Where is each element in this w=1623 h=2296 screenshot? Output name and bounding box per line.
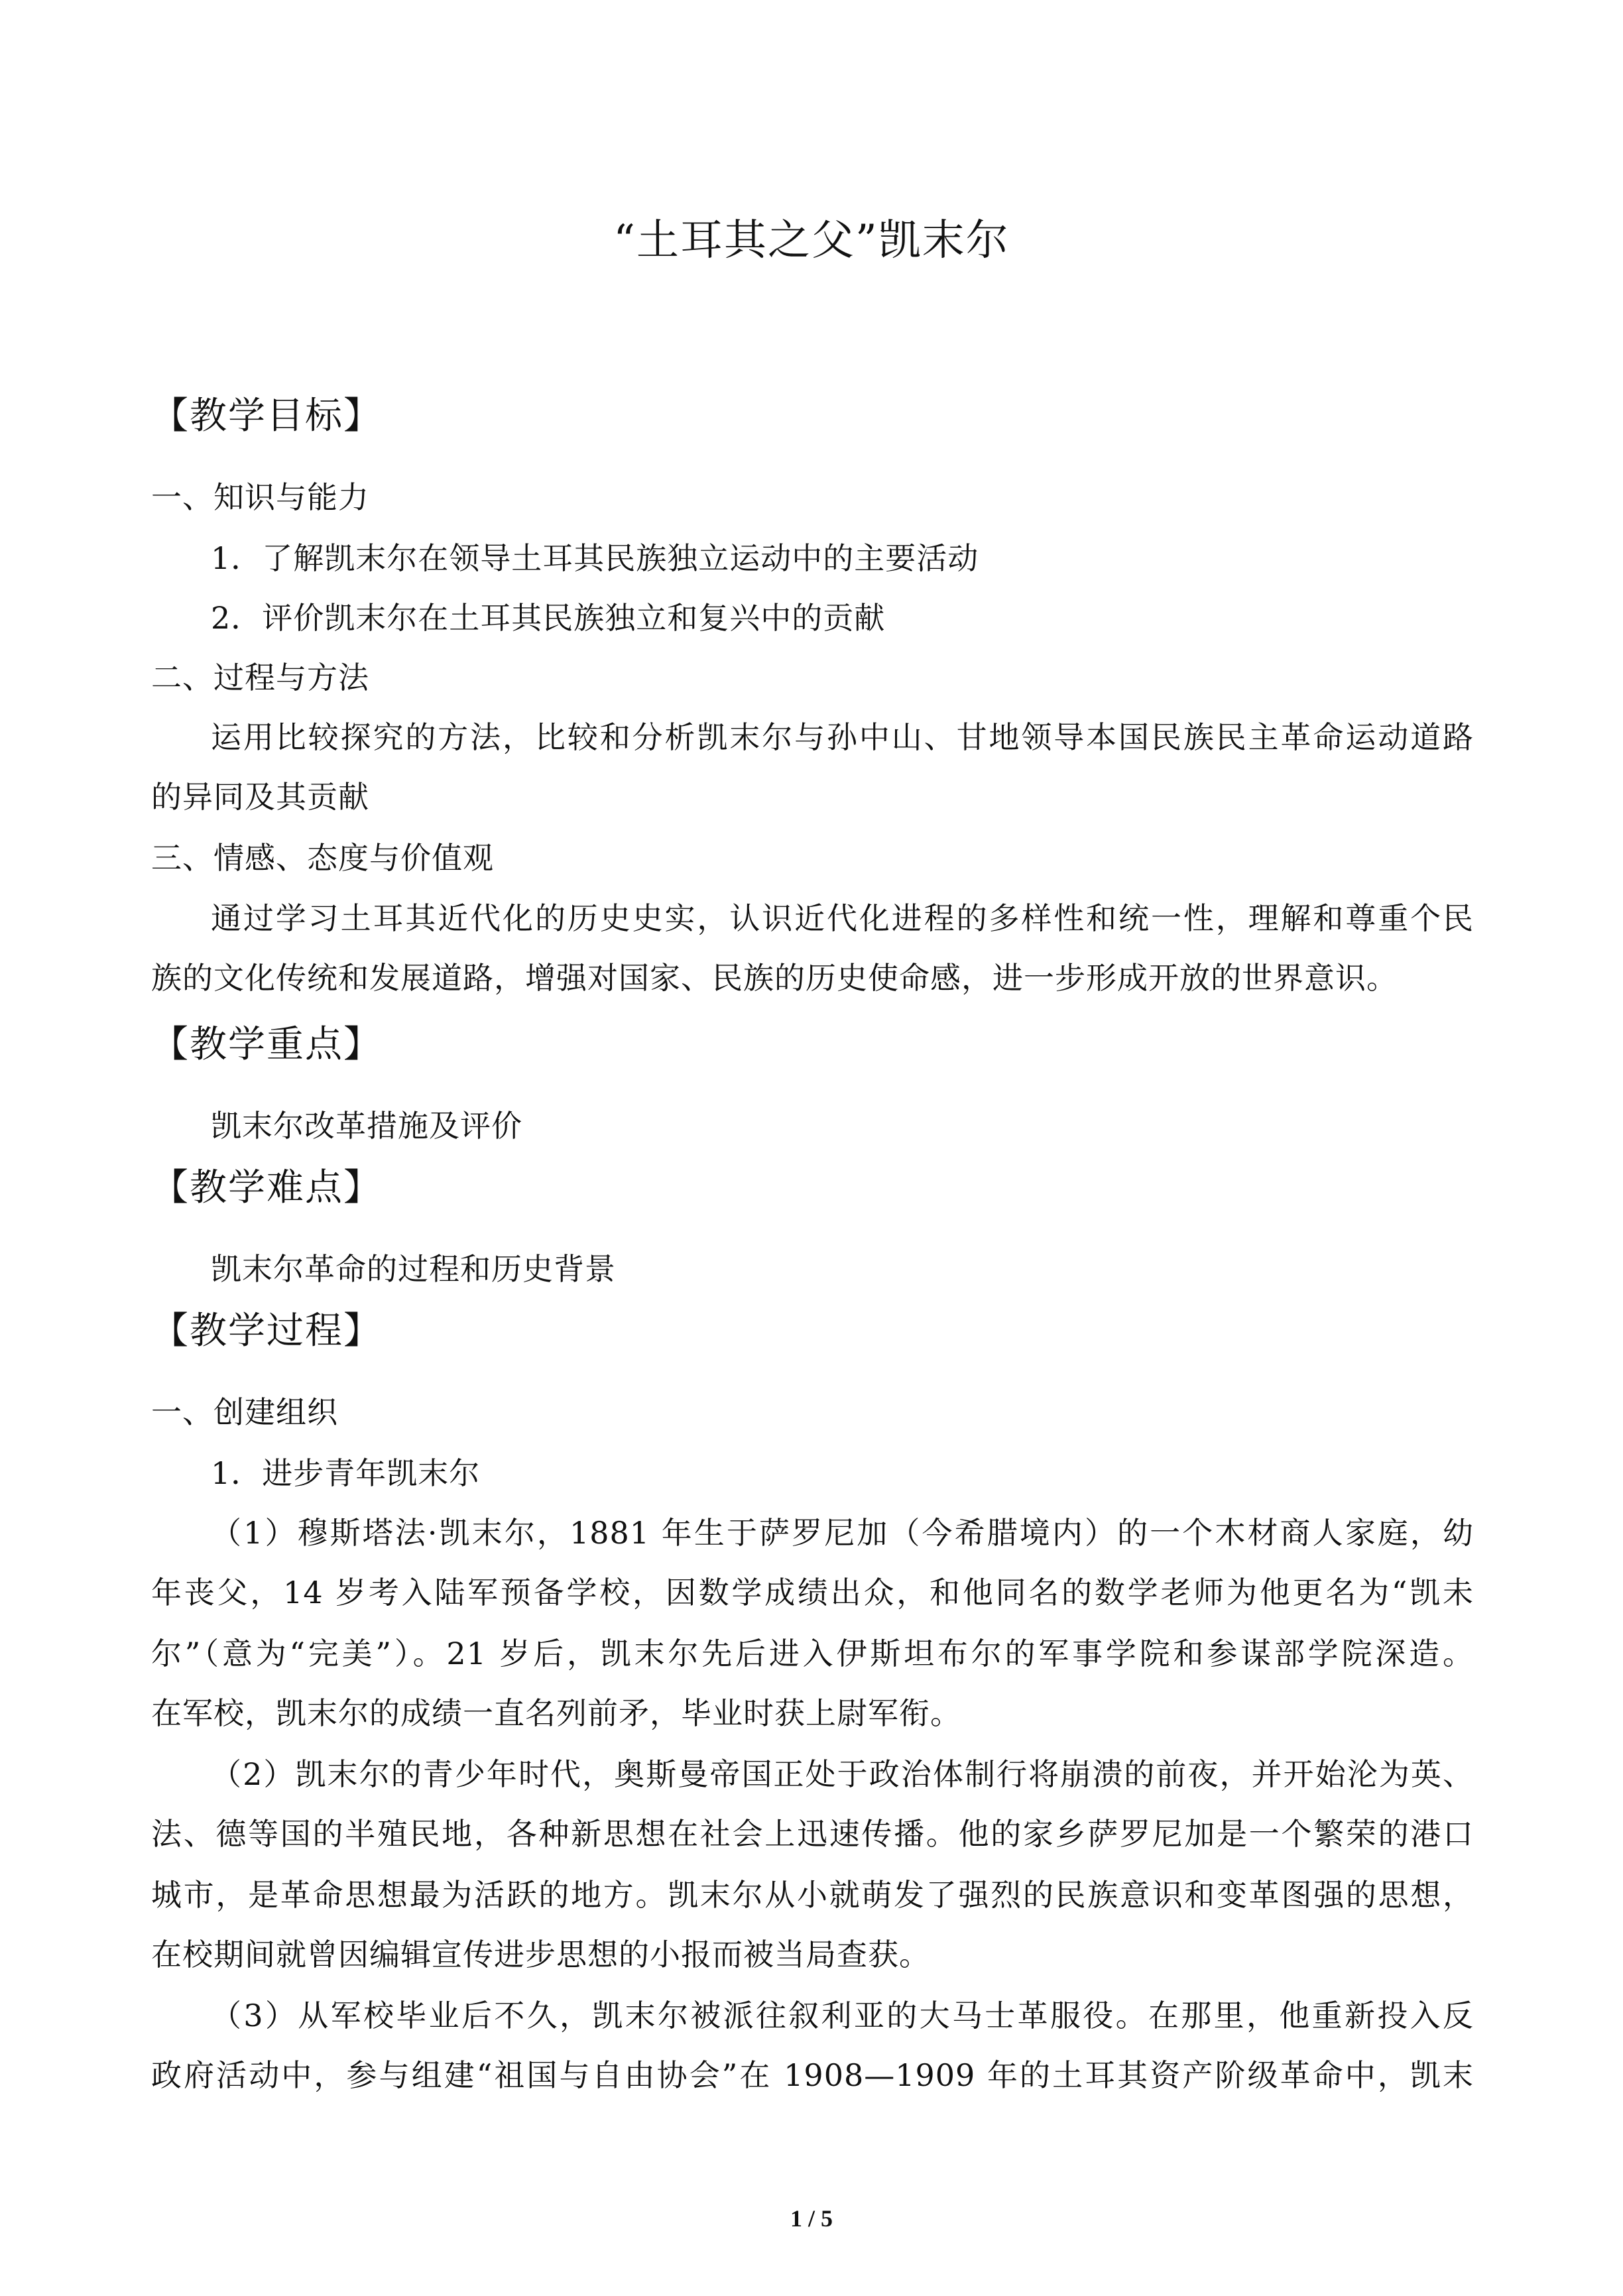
key-points-text: 凯末尔改革措施及评价 — [211, 1108, 522, 1144]
document-title: “土耳其之父”凯末尔 — [613, 216, 1010, 265]
objective-item-1: 1．了解凯末尔在领导土耳其民族独立运动中的主要活动 — [211, 540, 979, 576]
process-paragraph-2-line-1: （2）凯末尔的青少年时代，奥斯曼帝国正处于政治体制行将崩溃的前夜，并开始沦为英、 — [211, 1756, 1474, 1792]
process-paragraph-2-line-4: 在校期间就曾因编辑宣传进步思想的小报而被当局查获。 — [151, 1937, 930, 1972]
process-item-1: 1．进步青年凯末尔 — [211, 1455, 481, 1491]
process-paragraph-2-line-2: 法、德等国的半殖民地，各种新思想在社会上迅速传播。他的家乡萨罗尼加是一个繁荣的港口 — [151, 1816, 1474, 1852]
subheading-knowledge: 一、知识与能力 — [151, 479, 369, 515]
method-paragraph-line-2: 的异同及其贡献 — [151, 779, 369, 815]
process-paragraph-1-line-4: 在军校，凯末尔的成绩一直名列前矛，毕业时获上尉军衔。 — [151, 1695, 961, 1731]
process-paragraph-1-line-3: 尔”（意为“完美”）。21 岁后，凯末尔先后进入伊斯坦布尔的军事学院和参谋部学院深造。 — [151, 1636, 1474, 1671]
process-paragraph-3-line-1: （3）从军校毕业后不久，凯末尔被派往叙利亚的大马士革服役。在那里，他重新投入反 — [211, 1998, 1474, 2033]
process-paragraph-2-line-3: 城市，是革命思想最为活跃的地方。凯末尔从小就萌发了强烈的民族意识和变革图强的思想， — [151, 1877, 1474, 1913]
process-paragraph-1-line-2: 年丧父，14 岁考入陆军预备学校，因数学成绩出众，和他同名的数学老师为他更名为“凯未 — [151, 1575, 1474, 1610]
process-paragraph-3-line-2: 政府活动中，参与组建“祖国与自由协会”在 1908—1909 年的土耳其资产阶级革命中，凯末 — [151, 2057, 1474, 2093]
section-heading-process: 【教学过程】 — [151, 1309, 382, 1353]
values-paragraph-line-2: 族的文化传统和发展道路，增强对国家、民族的历史使命感，进一步形成开放的世界意识。 — [151, 960, 1398, 996]
page-number: 1 / 5 — [790, 2205, 833, 2232]
subheading-process-method: 二、过程与方法 — [151, 660, 369, 695]
values-paragraph-line-1: 通过学习土耳其近代化的历史史实，认识近代化进程的多样性和统一性，理解和尊重个民 — [211, 900, 1474, 936]
section-heading-key-points: 【教学重点】 — [151, 1023, 382, 1066]
section-heading-difficulties: 【教学难点】 — [151, 1166, 382, 1209]
difficulties-text: 凯末尔革命的过程和历史背景 — [211, 1251, 616, 1287]
method-paragraph-line-1: 运用比较探究的方法，比较和分析凯末尔与孙中山、甘地领导本国民族民主革命运动道路 — [211, 719, 1474, 755]
process-paragraph-1-line-1: （1）穆斯塔法·凯末尔，1881 年生于萨罗尼加（今希腊境内）的一个木材商人家庭，幼 — [211, 1515, 1474, 1551]
subheading-values: 三、情感、态度与价值观 — [151, 840, 494, 876]
subheading-create-organization: 一、创建组织 — [151, 1394, 338, 1430]
objective-item-2: 2．评价凯末尔在土耳其民族独立和复兴中的贡献 — [211, 600, 886, 636]
section-heading-objectives: 【教学目标】 — [151, 394, 382, 438]
